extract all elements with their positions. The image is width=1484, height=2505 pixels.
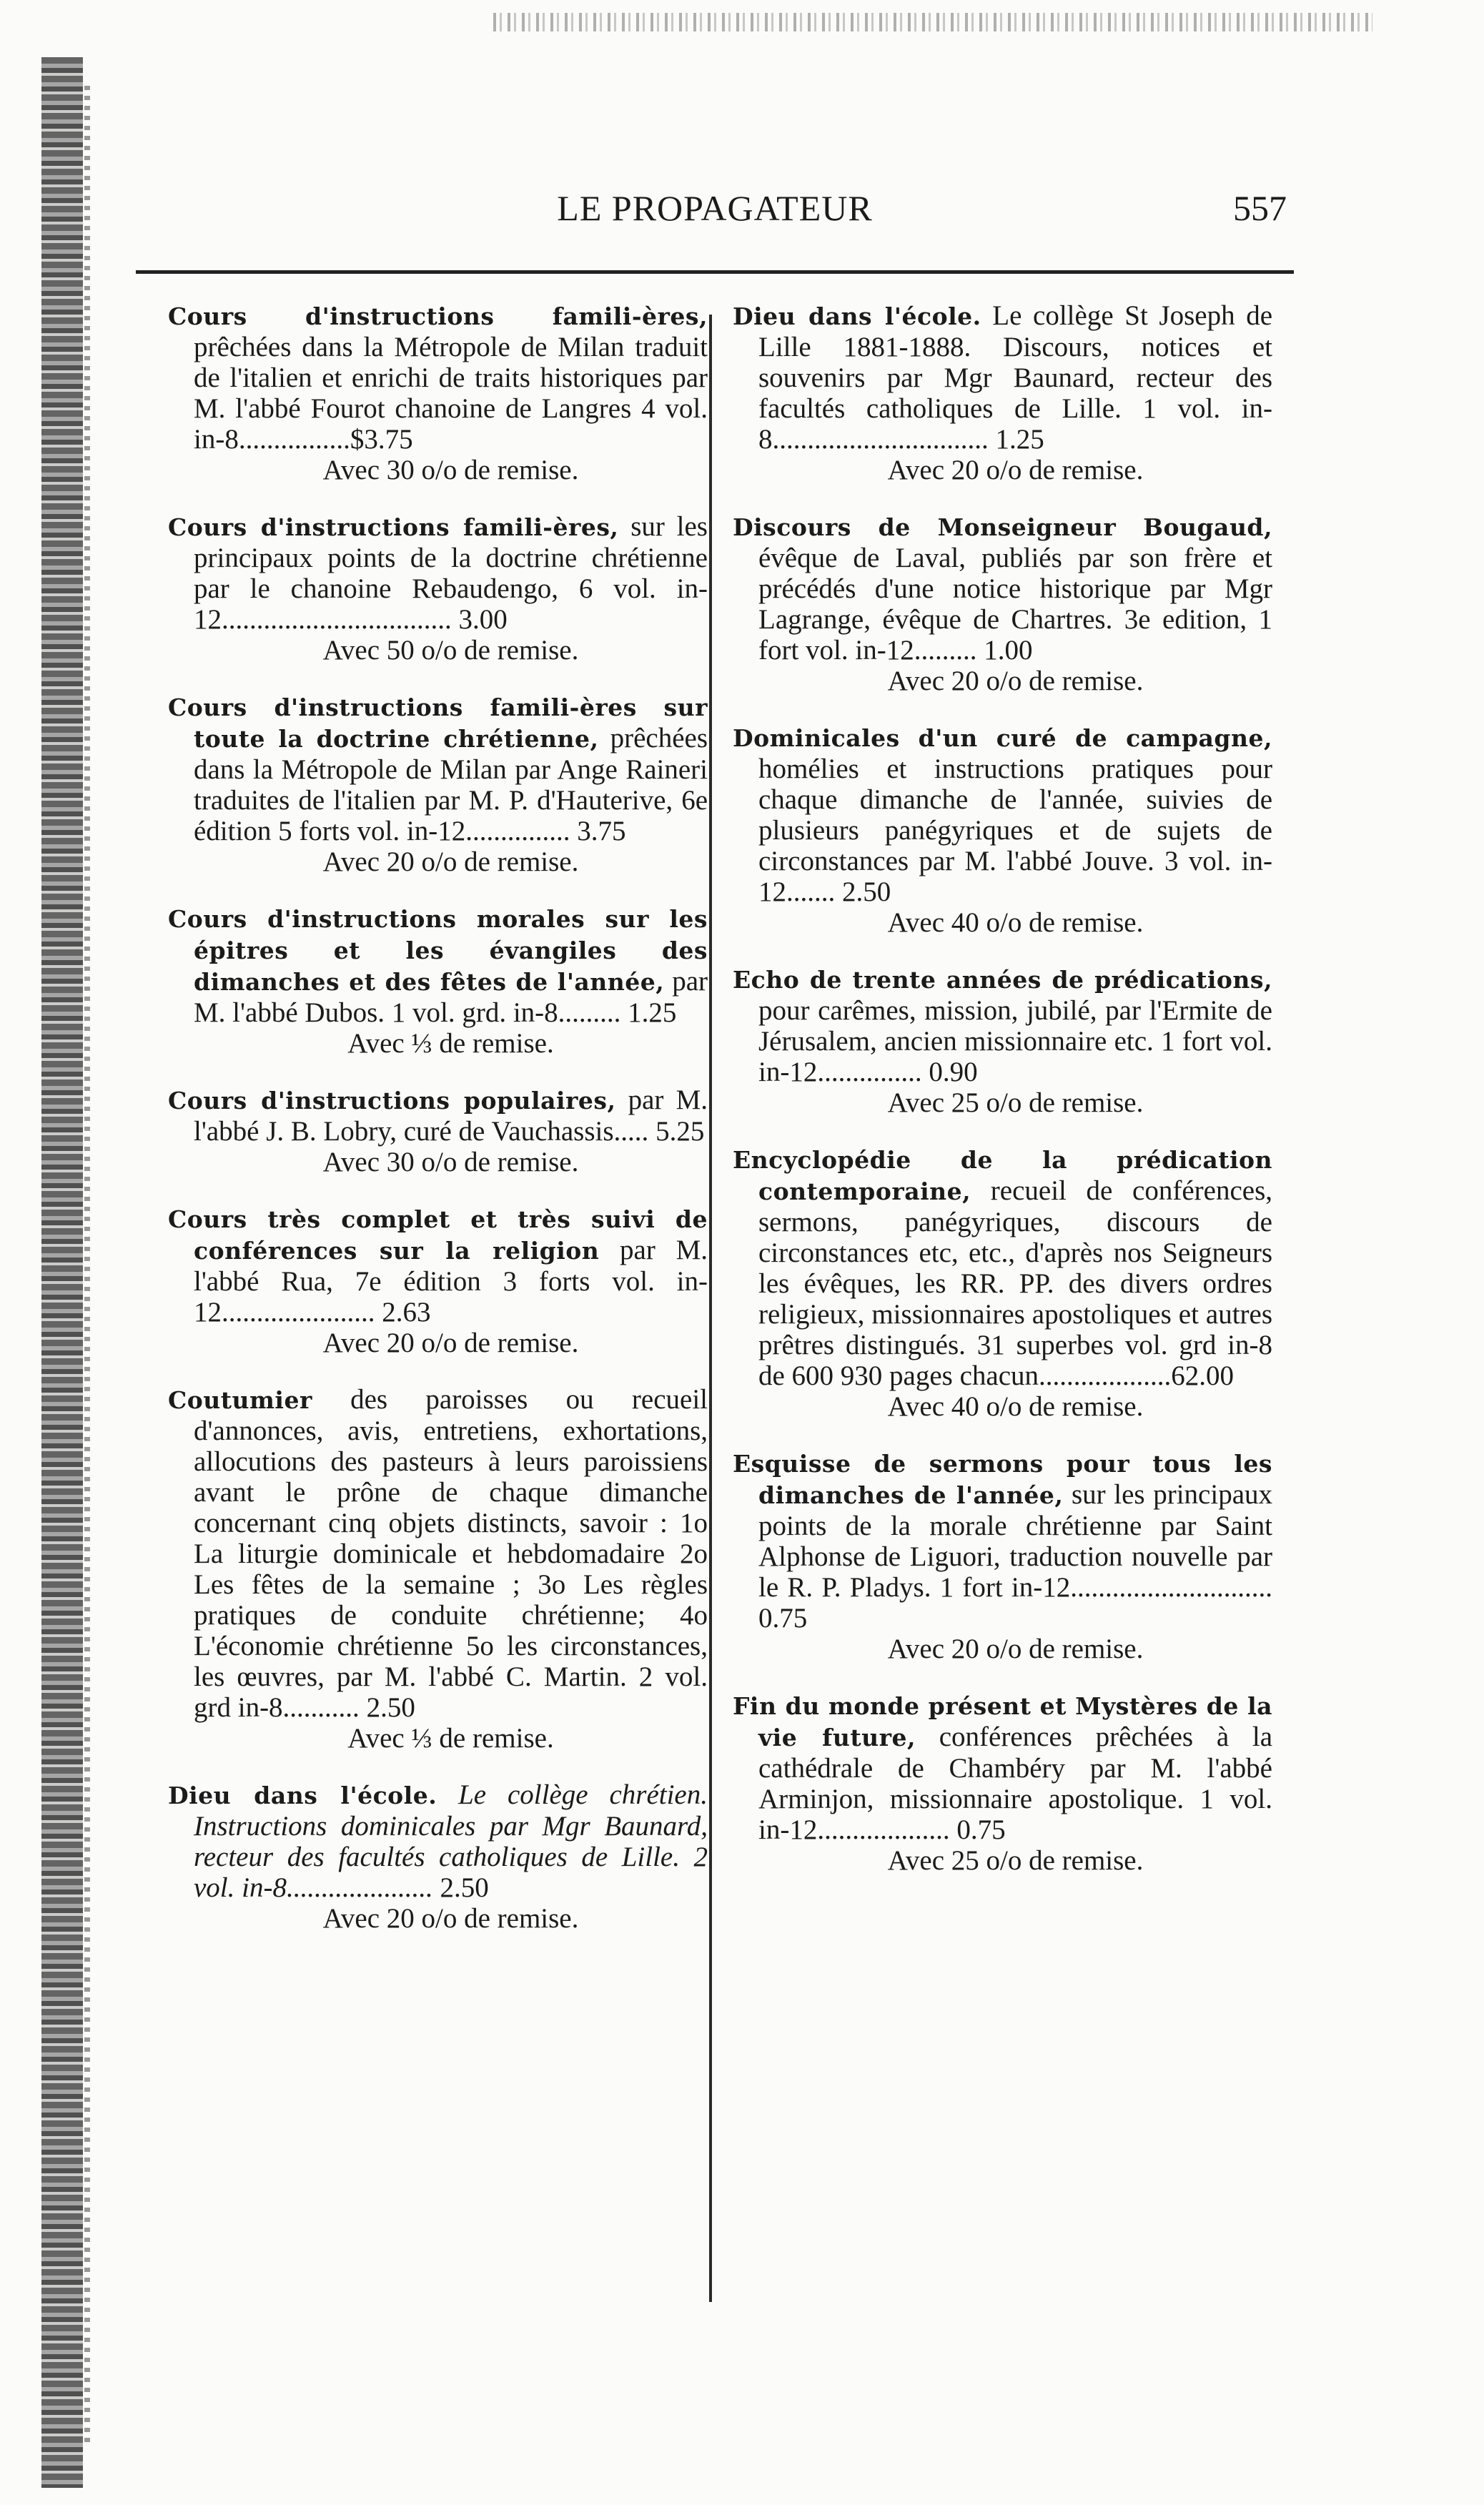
book-spine-shadow <box>84 86 90 2445</box>
scan-noise <box>493 13 1372 31</box>
catalog-entry <box>733 300 1272 485</box>
page-number: 557 <box>1233 188 1287 228</box>
catalog-entry <box>733 1448 1272 1664</box>
entry-discount: Avec ⅓ de remise. <box>347 1028 554 1059</box>
entry-text: conférences prêchées à la cathédrale de Chambéry par M. l'abbé Arminjon, missionnaire apostolique. 1 vol. in-12................... <box>758 1721 1273 1845</box>
entry-price: 2.50 <box>842 876 891 907</box>
entry-title: Cours très complet et très suivi de conférences sur la religion <box>168 1205 708 1265</box>
header-rule <box>136 270 1294 274</box>
entry-text: sur les principaux points de la doctrine chrétienne par le chanoine Rebaudengo, 6 vol. in-12................................. <box>194 511 708 635</box>
entry-text: prêchées dans la Métropole de Milan par Ange Raineri traduites de l'italien par M. P. d'Hauterive, 6e édition 5 forts vol. in-12............... <box>194 723 708 846</box>
entry-discount: Avec 30 o/o de remise. <box>322 1147 579 1177</box>
entry-discount: Avec 20 o/o de remise. <box>322 1328 579 1358</box>
entry-title: Cours d'instructions famili-ères, <box>168 513 619 541</box>
book-spine-edge <box>41 57 83 2488</box>
entry-text: évêque de Laval, publiés par son frère et précédés d'une notice historique par Mgr Lagrange, évêque de Chartres. 3e edition, 1 fort vol. in-12......... <box>758 543 1272 666</box>
entry-text: sur les principaux points de la morale chrétienne par Saint Alphonse de Liguori, traduction nouvelle par le R. P. Pladys. 1 fort in-12............................. <box>758 1479 1272 1603</box>
entry-text: homélies et instructions pratiques pour chaque dimanche de l'année, suivies de plusieurs panégyriques et de sujets de circonstances par M. l'abbé Jouve. 3 vol. in-12....... <box>758 754 1272 907</box>
entry-text: Le collège St Joseph de Lille 1881-1888. Discours, notices et souvenirs par Mgr Baunard, recteur des facultés catholiques de Lille. 1 vol. in-8............................... <box>758 300 1273 455</box>
page-header <box>136 187 1294 237</box>
entry-discount: Avec 20 o/o de remise. <box>887 455 1144 485</box>
catalog-entry <box>168 511 708 666</box>
entry-text: par M. l'abbé Rua, 7e édition 3 forts vol. in-12...................... <box>194 1235 708 1328</box>
entry-title: Cours d'instructions famili-ères, <box>168 302 708 330</box>
entry-discount: Avec 30 o/o de remise. <box>322 455 579 485</box>
column-divider <box>709 315 712 2302</box>
entry-discount: Avec 20 o/o de remise. <box>322 1903 579 1934</box>
entry-title: Coutumier <box>168 1386 312 1414</box>
entry-discount: Avec 20 o/o de remise. <box>887 1634 1144 1664</box>
catalog-entry <box>168 903 708 1059</box>
entry-title: Esquisse de sermons pour tous les dimanches de l'année, <box>733 1450 1272 1509</box>
entry-discount: Avec 50 o/o de remise. <box>322 635 579 666</box>
entry-price: 2.50 <box>440 1872 489 1903</box>
entry-text: pour carêmes, mission, jubilé, par l'Ermite de Jérusalem, ancien missionnaire etc. 1 fort vol. in-12............... <box>758 995 1272 1087</box>
entry-title: Cours d'instructions famili-ères sur toute la doctrine chrétienne, <box>168 693 708 753</box>
entry-discount: Avec 20 o/o de remise. <box>887 666 1144 696</box>
catalog-entry <box>168 1203 708 1358</box>
entry-price: 0.75 <box>758 1603 808 1634</box>
catalog-entry <box>168 1084 708 1177</box>
catalog-entry <box>733 1690 1272 1876</box>
entry-price: 2.50 <box>366 1692 415 1723</box>
catalog-entry <box>733 722 1272 938</box>
catalog-entry <box>168 300 708 485</box>
running-title: LE PROPAGATEUR <box>557 188 873 228</box>
entry-discount: Avec 40 o/o de remise. <box>887 1391 1144 1422</box>
catalog-entry <box>733 511 1272 696</box>
catalog-entry <box>168 1384 708 1754</box>
entry-discount: Avec 20 o/o de remise. <box>322 846 579 877</box>
entry-title: Cours d'instructions populaires, <box>168 1087 616 1115</box>
entry-discount: Avec ⅓ de remise. <box>347 1723 554 1754</box>
entry-price: 1.25 <box>995 424 1044 455</box>
entry-discount: Avec 40 o/o de remise. <box>887 907 1144 938</box>
entry-title: Dominicales d'un curé de campagne, <box>733 724 1272 752</box>
entry-text: par M. l'abbé J. B. Lobry, curé de Vauchassis..... <box>194 1084 708 1147</box>
entry-price: $3.75 <box>350 424 413 455</box>
entry-price: 3.00 <box>458 604 508 635</box>
catalog-entry <box>168 691 708 877</box>
entry-price: 62.00 <box>1171 1360 1235 1391</box>
entry-title: Dieu dans l'école. <box>168 1782 437 1809</box>
right-column <box>733 300 1272 1902</box>
catalog-entry <box>168 1779 708 1934</box>
entry-price: 0.75 <box>956 1814 1006 1845</box>
entry-discount: Avec 25 o/o de remise. <box>887 1845 1144 1876</box>
entry-text: par M. l'abbé Dubos. 1 vol. grd. in-8......... <box>194 966 708 1028</box>
entry-price: 0.90 <box>929 1057 978 1087</box>
entry-price: 3.75 <box>577 816 626 846</box>
entry-title: Dieu dans l'école. <box>733 302 981 330</box>
entry-text: recueil de conférences, sermons, panégyriques, discours de circonstances etc, etc., d'après nos Seigneurs les évêques, les RR. PP. des divers ordres religieux, missionnaires apostoliques et autres prêtres distingués. 31 superbes vol. grd in-8 de 600 930 pages chacun................... <box>758 1175 1272 1391</box>
entry-text: des paroisses ou recueil d'annonces, avis, entretiens, exhortations, allocutions des pasteurs à leurs paroissiens avant le prône de chaque dimanche concernant cinq objets distincts, savoir : 1o La liturgie dominicale et hebdomadaire 2o Les fêtes de la semaine ; 3o Les règles pratiques de conduite chrétienne; 4o L'économie chrétienne 5o les circonstances, les œuvres, par M. l'abbé C. Martin. 2 vol. grd in-8........... <box>194 1384 708 1723</box>
entry-text: prêchées dans la Métropole de Milan traduit de l'italien et enrichi de traits historiques par M. l'abbé Fourot chanoine de Langres 4 vol. in-8................ <box>194 332 708 455</box>
entry-title: Discours de Monseigneur Bougaud, <box>733 513 1272 541</box>
entry-discount: Avec 25 o/o de remise. <box>887 1087 1144 1118</box>
entry-price: 1.00 <box>984 635 1033 666</box>
entry-title: Cours d'instructions morales sur les épitres et les évangiles des dimanches et des fêtes de l'année, <box>168 905 708 996</box>
entry-price: 1.25 <box>628 997 677 1028</box>
entry-title: Encyclopédie de la prédication contemporaine, <box>733 1146 1272 1205</box>
entry-price: 5.25 <box>656 1116 705 1147</box>
entry-text: Le collège chrétien. Instructions dominicales par Mgr Baunard, recteur des facultés catholiques de Lille. 2 vol. in-8..................... <box>194 1779 708 1903</box>
left-column <box>168 300 708 1960</box>
entry-title: Echo de trente années de prédications, <box>733 966 1272 994</box>
entry-title: Fin du monde présent et Mystères de la vie future, <box>733 1692 1272 1751</box>
catalog-entry <box>733 964 1272 1118</box>
catalog-entry <box>733 1144 1272 1422</box>
entry-price: 2.63 <box>382 1297 431 1328</box>
